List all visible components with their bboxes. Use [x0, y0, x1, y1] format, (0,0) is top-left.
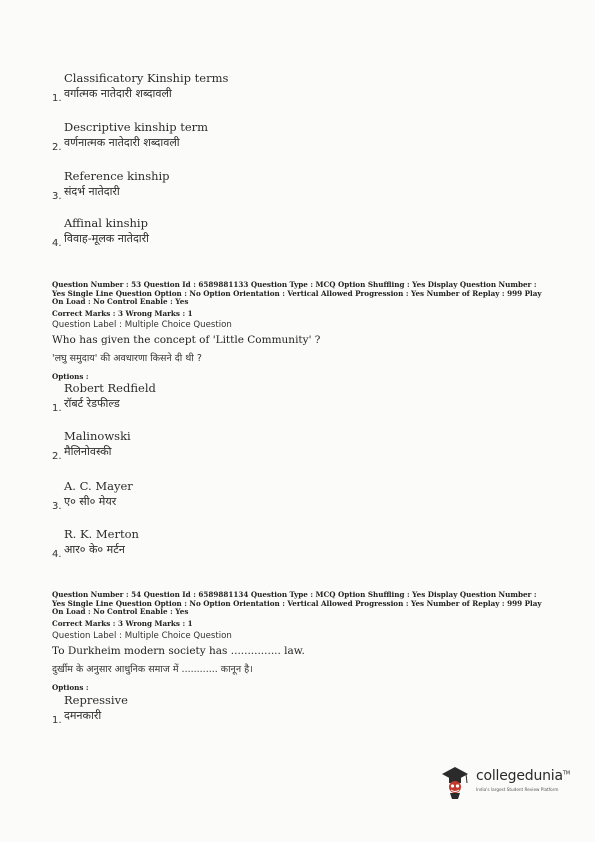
- q53-metadata: Question Number : 53 Question Id : 6589881133 Question Type : MCQ Option Shuffling : Yes Display Question Number : Yes Single Line Question Option : No Option Orientation : Vertical Allowed Progression : Yes Number of Replay : 999 Play On Load : No Control Enable : Yes: [52, 280, 542, 307]
- graduate-cap-icon: [440, 762, 470, 800]
- q54-options-label: Options :: [52, 683, 89, 692]
- option-text-hi: वर्णनात्मक नातेदारी शब्दावली: [64, 136, 180, 149]
- brand-tagline: India's largest Student Review Platform: [476, 787, 559, 792]
- option-text-hi: आर० के० मर्टन: [64, 543, 125, 556]
- brand-name: [476, 768, 570, 784]
- q53-marks: Correct Marks : 3 Wrong Marks : 1: [52, 309, 193, 318]
- option-text-en: R. K. Merton: [64, 527, 139, 541]
- option-text-hi: वर्गात्मक नातेदारी शब्दावली: [64, 87, 172, 100]
- option-number: 3.: [52, 501, 62, 512]
- q54-question-text-hi: दुर्खीम के अनुसार आधुनिक समाज में ............ कानून है।: [52, 664, 253, 675]
- option-text-en: A. C. Mayer: [64, 479, 133, 493]
- q53-option-3[interactable]: [52, 479, 133, 512]
- option-text-en: Descriptive kinship term: [64, 120, 209, 134]
- q52-option-1: [52, 71, 229, 104]
- q54-metadata: Question Number : 54 Question Id : 6589881134 Question Type : MCQ Option Shuffling : Yes Display Question Number : Yes Single Line Question Option : No Option Orientation : Vertical Allowed Progression : Yes Number of Replay : 999 Play On Load : No Control Enable : Yes: [52, 590, 542, 617]
- q54-question-text-en: To Durkheim modern society has ............... law.: [52, 645, 305, 657]
- option-text-hi: विवाह-मूलक नातेदारी: [64, 232, 149, 245]
- option-number: 2.: [52, 451, 62, 462]
- option-number: 1.: [52, 93, 62, 104]
- q53-question-text-en: Who has given the concept of 'Little Community' ?: [52, 334, 321, 346]
- brand-text: collegedunia: [476, 768, 563, 784]
- q53-question-text-hi: 'लघु समुदाय' की अवधारणा किसने दी थी ?: [52, 353, 202, 364]
- q54-marks: Correct Marks : 3 Wrong Marks : 1: [52, 619, 193, 628]
- option-text-hi: मैलिनोवस्की: [64, 445, 112, 458]
- q53-question-label: Question Label : Multiple Choice Question: [52, 320, 232, 330]
- option-text-en: Robert Redfield: [64, 381, 156, 395]
- option-number: 4.: [52, 549, 62, 560]
- q53-options-label: Options :: [52, 372, 89, 381]
- option-text-en: Affinal kinship: [64, 216, 148, 230]
- option-text-hi: ए० सी० मेयर: [64, 495, 117, 508]
- option-text-hi: संदर्भ नातेदारी: [64, 185, 120, 198]
- q54-option-1[interactable]: [52, 693, 128, 726]
- option-text-en: Repressive: [64, 693, 128, 707]
- collegedunia-logo: [436, 760, 570, 804]
- q52-option-3: [52, 169, 170, 202]
- option-number: 2.: [52, 142, 62, 153]
- option-number: 4.: [52, 238, 62, 249]
- option-number: 1.: [52, 403, 62, 414]
- q52-option-2: [52, 120, 209, 153]
- q53-option-2[interactable]: [52, 429, 131, 462]
- q53-option-1[interactable]: [52, 381, 156, 414]
- q52-option-4: [52, 216, 149, 249]
- option-number: 1.: [52, 715, 62, 726]
- option-text-hi: दमनकारी: [64, 709, 102, 722]
- q54-question-label: Question Label : Multiple Choice Question: [52, 631, 232, 641]
- option-text-en: Classificatory Kinship terms: [64, 71, 229, 85]
- option-number: 3.: [52, 191, 62, 202]
- option-text-en: Malinowski: [64, 429, 131, 443]
- q53-option-4[interactable]: [52, 527, 139, 560]
- option-text-hi: रॉबर्ट रेडफील्ड: [64, 397, 120, 410]
- trademark: TM: [562, 770, 570, 777]
- option-text-en: Reference kinship: [64, 169, 170, 183]
